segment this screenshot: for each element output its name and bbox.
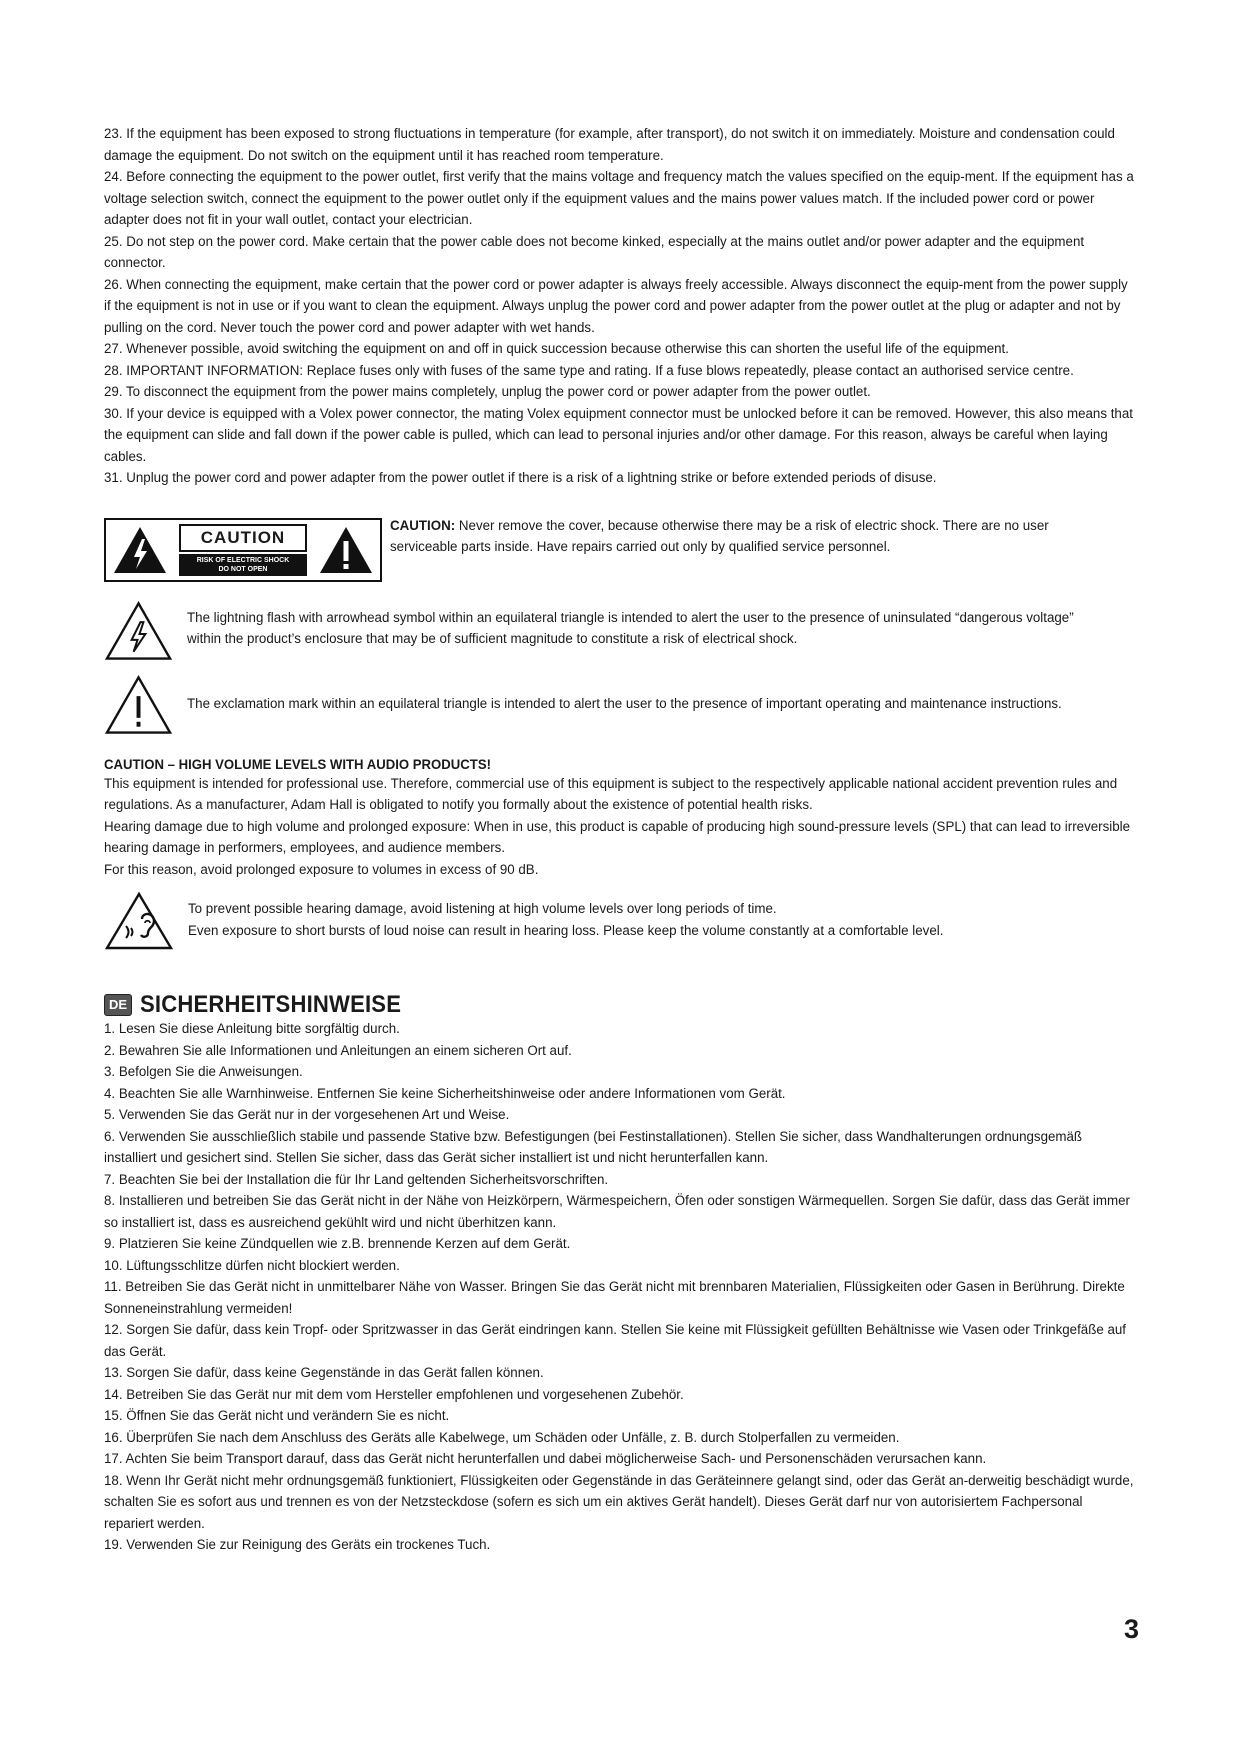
lightning-symbol-explanation (104, 596, 1134, 662)
exclamation-symbol-explanation (104, 674, 1134, 736)
de-item-6: 6. Verwenden Sie ausschließlich stabile und passende Stative bzw. Befestigungen (bei Festinstallationen). Stellen Sie sicher, dass Wandhalterungen ordnungsgemäß installiert und gesichert sind. Stellen Sie sicher, dass das Gerät sicher installiert ist und nicht herunterfallen kann. (104, 1128, 1083, 1166)
en-item-23: 23. If the equipment has been exposed to strong fluctuations in temperature (for example, after transport), do not switch it on immediately. Moisture and condensation could damage the equipment. Do not switch on the equipment until it has reached room temperature. (104, 126, 1115, 164)
en-item-27: 27. Whenever possible, avoid switching the equipment on and off in quick succession because otherwise this can shorten the useful life of the equipment. (104, 341, 1009, 357)
en-item-30: 30. If your device is equipped with a Volex power connector, the mating Volex equipment connector must be unlocked before it can be removed. However, this also means that the equipment can slide and fall down if the power cable is pulled, which can lead to personal injuries and/or other damage. For this reason, always be careful when laying cables. (104, 405, 1133, 465)
de-item-2: 2. Bewahren Sie alle Informationen und Anleitungen an einem sicheren Ort auf. (104, 1042, 572, 1059)
de-item-11: 11. Betreiben Sie das Gerät nicht in unmittelbarer Nähe von Wasser. Bringen Sie das Gerät nicht mit brennbaren Materialien, Flüssigkeiten oder Gasen in Berührung. Direkte Sonneneinstrahlung vermeiden! (104, 1279, 1125, 1317)
caution-label-sub (179, 554, 307, 576)
de-section-header (104, 991, 1134, 1019)
exclamation-outline-icon (104, 674, 173, 736)
lightning-triangle-icon (112, 525, 168, 575)
de-item-18: 18. Wenn Ihr Gerät nicht mehr ordnungsgemäß funktioniert, Flüssigkeiten oder Gegenstände in das Geräteinnere gelangt sind, oder das Gerät an-derweitig beschädigt wurde, schalten Sie es sofort aus und trennen es von der Netzsteckdose (sofern es sich um ein aktives Gerät handelt). Dieses Gerät darf nur von autorisiertem Fachpersonal repariert werden. (104, 1472, 1134, 1532)
en-item-25: 25. Do not step on the power cord. Make certain that the power cable does not become kinked, especially at the mains outlet and/or power adapter and the equipment connector. (104, 233, 1085, 271)
caution-notice (104, 518, 1134, 582)
hearing-line-2: Even exposure to short bursts of loud noise can result in hearing loss. Please keep the volume constantly at a comfortable level. (188, 922, 944, 939)
lightning-explanation-text: The lightning flash with arrowhead symbol within an equilateral triangle is intended to alert the user to the presence of uninsulated “dangerous voltage” within the product’s enclosure that may be of sufficient magnitude to constitute a risk of electrical shock. (187, 609, 1074, 647)
de-item-3: 3. Befolgen Sie die Anweisungen. (104, 1064, 303, 1080)
caution-sub-line-1: RISK OF ELECTRIC SHOCK (196, 556, 290, 564)
de-item-17: 17. Achten Sie beim Transport darauf, dass das Gerät nicht herunterfallen und dabei möglicherweise Sach- und Personenschäden verursachen kann. (104, 1451, 987, 1467)
exclamation-triangle-icon (318, 525, 374, 575)
exclamation-explanation-text: The exclamation mark within an equilateral triangle is intended to alert the user to the presence of important operating and maintenance instructions. (187, 695, 1062, 712)
ear-warning-icon (104, 891, 174, 951)
volume-paragraph-1: This equipment is intended for professional use. Therefore, commercial use of this equipment is subject to the respectively applicable national accident prevention rules and regulations. As a manufacturer, Adam Hall is obligated to notify you formally about the existence of potential health risks. (104, 775, 1118, 813)
hearing-warning (104, 891, 1134, 951)
caution-label-center (178, 524, 308, 576)
manual-page (104, 124, 1134, 1557)
caution-body: Never remove the cover, because otherwise there may be a risk of electric shock. There are no user serviceable parts inside. Have repairs carried out only by qualified service personnel. (390, 517, 1049, 555)
de-item-14: 14. Betreiben Sie das Gerät nur mit dem vom Hersteller empfohlenen und vorgesehenen Zubehör. (104, 1386, 684, 1403)
caution-label-word: CAUTION (179, 524, 307, 552)
caution-sub-line-2: DO NOT OPEN (218, 565, 268, 573)
lightning-outline-icon (104, 600, 173, 662)
volume-paragraph-3: For this reason, avoid prolonged exposure to volumes in excess of 90 dB. (104, 861, 539, 878)
de-item-13: 13. Sorgen Sie dafür, dass keine Gegenstände in das Gerät fallen können. (104, 1365, 544, 1381)
volume-paragraph-2: Hearing damage due to high volume and prolonged exposure: When in use, this product is capable of producing high sound-pressure levels (SPL) that can lead to irreversible hearing damage in performers, employees, and audience members. (104, 818, 1131, 856)
hearing-warning-text (188, 899, 1128, 942)
de-item-15: 15. Öffnen Sie das Gerät nicht und verändern Sie es nicht. (104, 1408, 450, 1424)
de-item-8: 8. Installieren und betreiben Sie das Gerät nicht in der Nähe von Heizkörpern, Wärmespeichern, Öfen oder sonstigen Wärmequellen. Sorgen Sie dafür, dass das Gerät immer so installiert ist, dass es ausreichend gekühlt wird und nicht überhitzen kann. (104, 1193, 1130, 1231)
en-safety-list (104, 124, 1134, 490)
de-item-10: 10. Lüftungsschlitze dürfen nicht blockiert werden. (104, 1257, 400, 1274)
en-item-29: 29. To disconnect the equipment from the power mains completely, unplug the power cord or power adapter from the power outlet. (104, 384, 871, 400)
page-number: 3 (1124, 1614, 1140, 1644)
de-item-7: 7. Beachten Sie bei der Installation die für Ihr Land geltenden Sicherheitsvorschriften. (104, 1171, 609, 1188)
caution-text (390, 516, 1067, 559)
caution-lead: CAUTION: (390, 517, 456, 534)
language-badge-de: DE (104, 994, 132, 1016)
de-item-1: 1. Lesen Sie diese Anleitung bitte sorgfältig durch. (104, 1021, 400, 1037)
de-safety-list (104, 1019, 1134, 1557)
de-item-9: 9. Platzieren Sie keine Zündquellen wie z.B. brennende Kerzen auf dem Gerät. (104, 1236, 571, 1252)
volume-warning-heading: CAUTION – HIGH VOLUME LEVELS WITH AUDIO PRODUCTS! (104, 755, 492, 772)
de-item-16: 16. Überprüfen Sie nach dem Anschluss des Geräts alle Kabelwege, um Schäden oder Unfälle, z. B. durch Stolperfallen zu vermeiden. (104, 1429, 900, 1446)
hearing-line-1: To prevent possible hearing damage, avoid listening at high volume levels over long periods of time. (188, 901, 777, 917)
de-item-19: 19. Verwenden Sie zur Reinigung des Geräts ein trockenes Tuch. (104, 1537, 491, 1553)
de-item-5: 5. Verwenden Sie das Gerät nur in der vorgesehenen Art und Weise. (104, 1107, 510, 1123)
en-item-31: 31. Unplug the power cord and power adapter from the power outlet if there is a risk of a lightning strike or before extended periods of disuse. (104, 470, 937, 486)
en-item-26: 26. When connecting the equipment, make certain that the power cord or power adapter is always freely accessible. Always disconnect the equip-ment from the power supply if the equipment is not in use or if you want to clean the equipment. Always unplug the power cord and power adapter from the power outlet at the plug or adapter and not by pulling on the cord. Never touch the power cord and power adapter with wet hands. (104, 276, 1128, 336)
en-item-28: 28. IMPORTANT INFORMATION: Replace fuses only with fuses of the same type and rating. If a fuse blows repeatedly, please contact an authorised service centre. (104, 362, 1074, 379)
en-item-24: 24. Before connecting the equipment to the power outlet, first verify that the mains voltage and frequency match the values specified on the equip-ment. If the equipment has a voltage selection switch, connect the equipment to the power outlet only if the equipment values and the mains power values match. If the included power cord or power adapter does not fit in your wall outlet, contact your electrician. (104, 169, 1134, 228)
caution-label-graphic (104, 518, 382, 582)
de-item-4: 4. Beachten Sie alle Warnhinweise. Entfernen Sie keine Sicherheitshinweise oder andere Informationen vom Gerät. (104, 1085, 786, 1102)
de-item-12: 12. Sorgen Sie dafür, dass kein Tropf- oder Spritzwasser in das Gerät eindringen kann. Stellen Sie keine mit Flüssigkeit gefüllten Behältnisse wie Vasen oder Trinkgefäße auf das Gerät. (104, 1322, 1127, 1360)
de-section-title: SICHERHEITSHINWEISE (140, 991, 402, 1018)
